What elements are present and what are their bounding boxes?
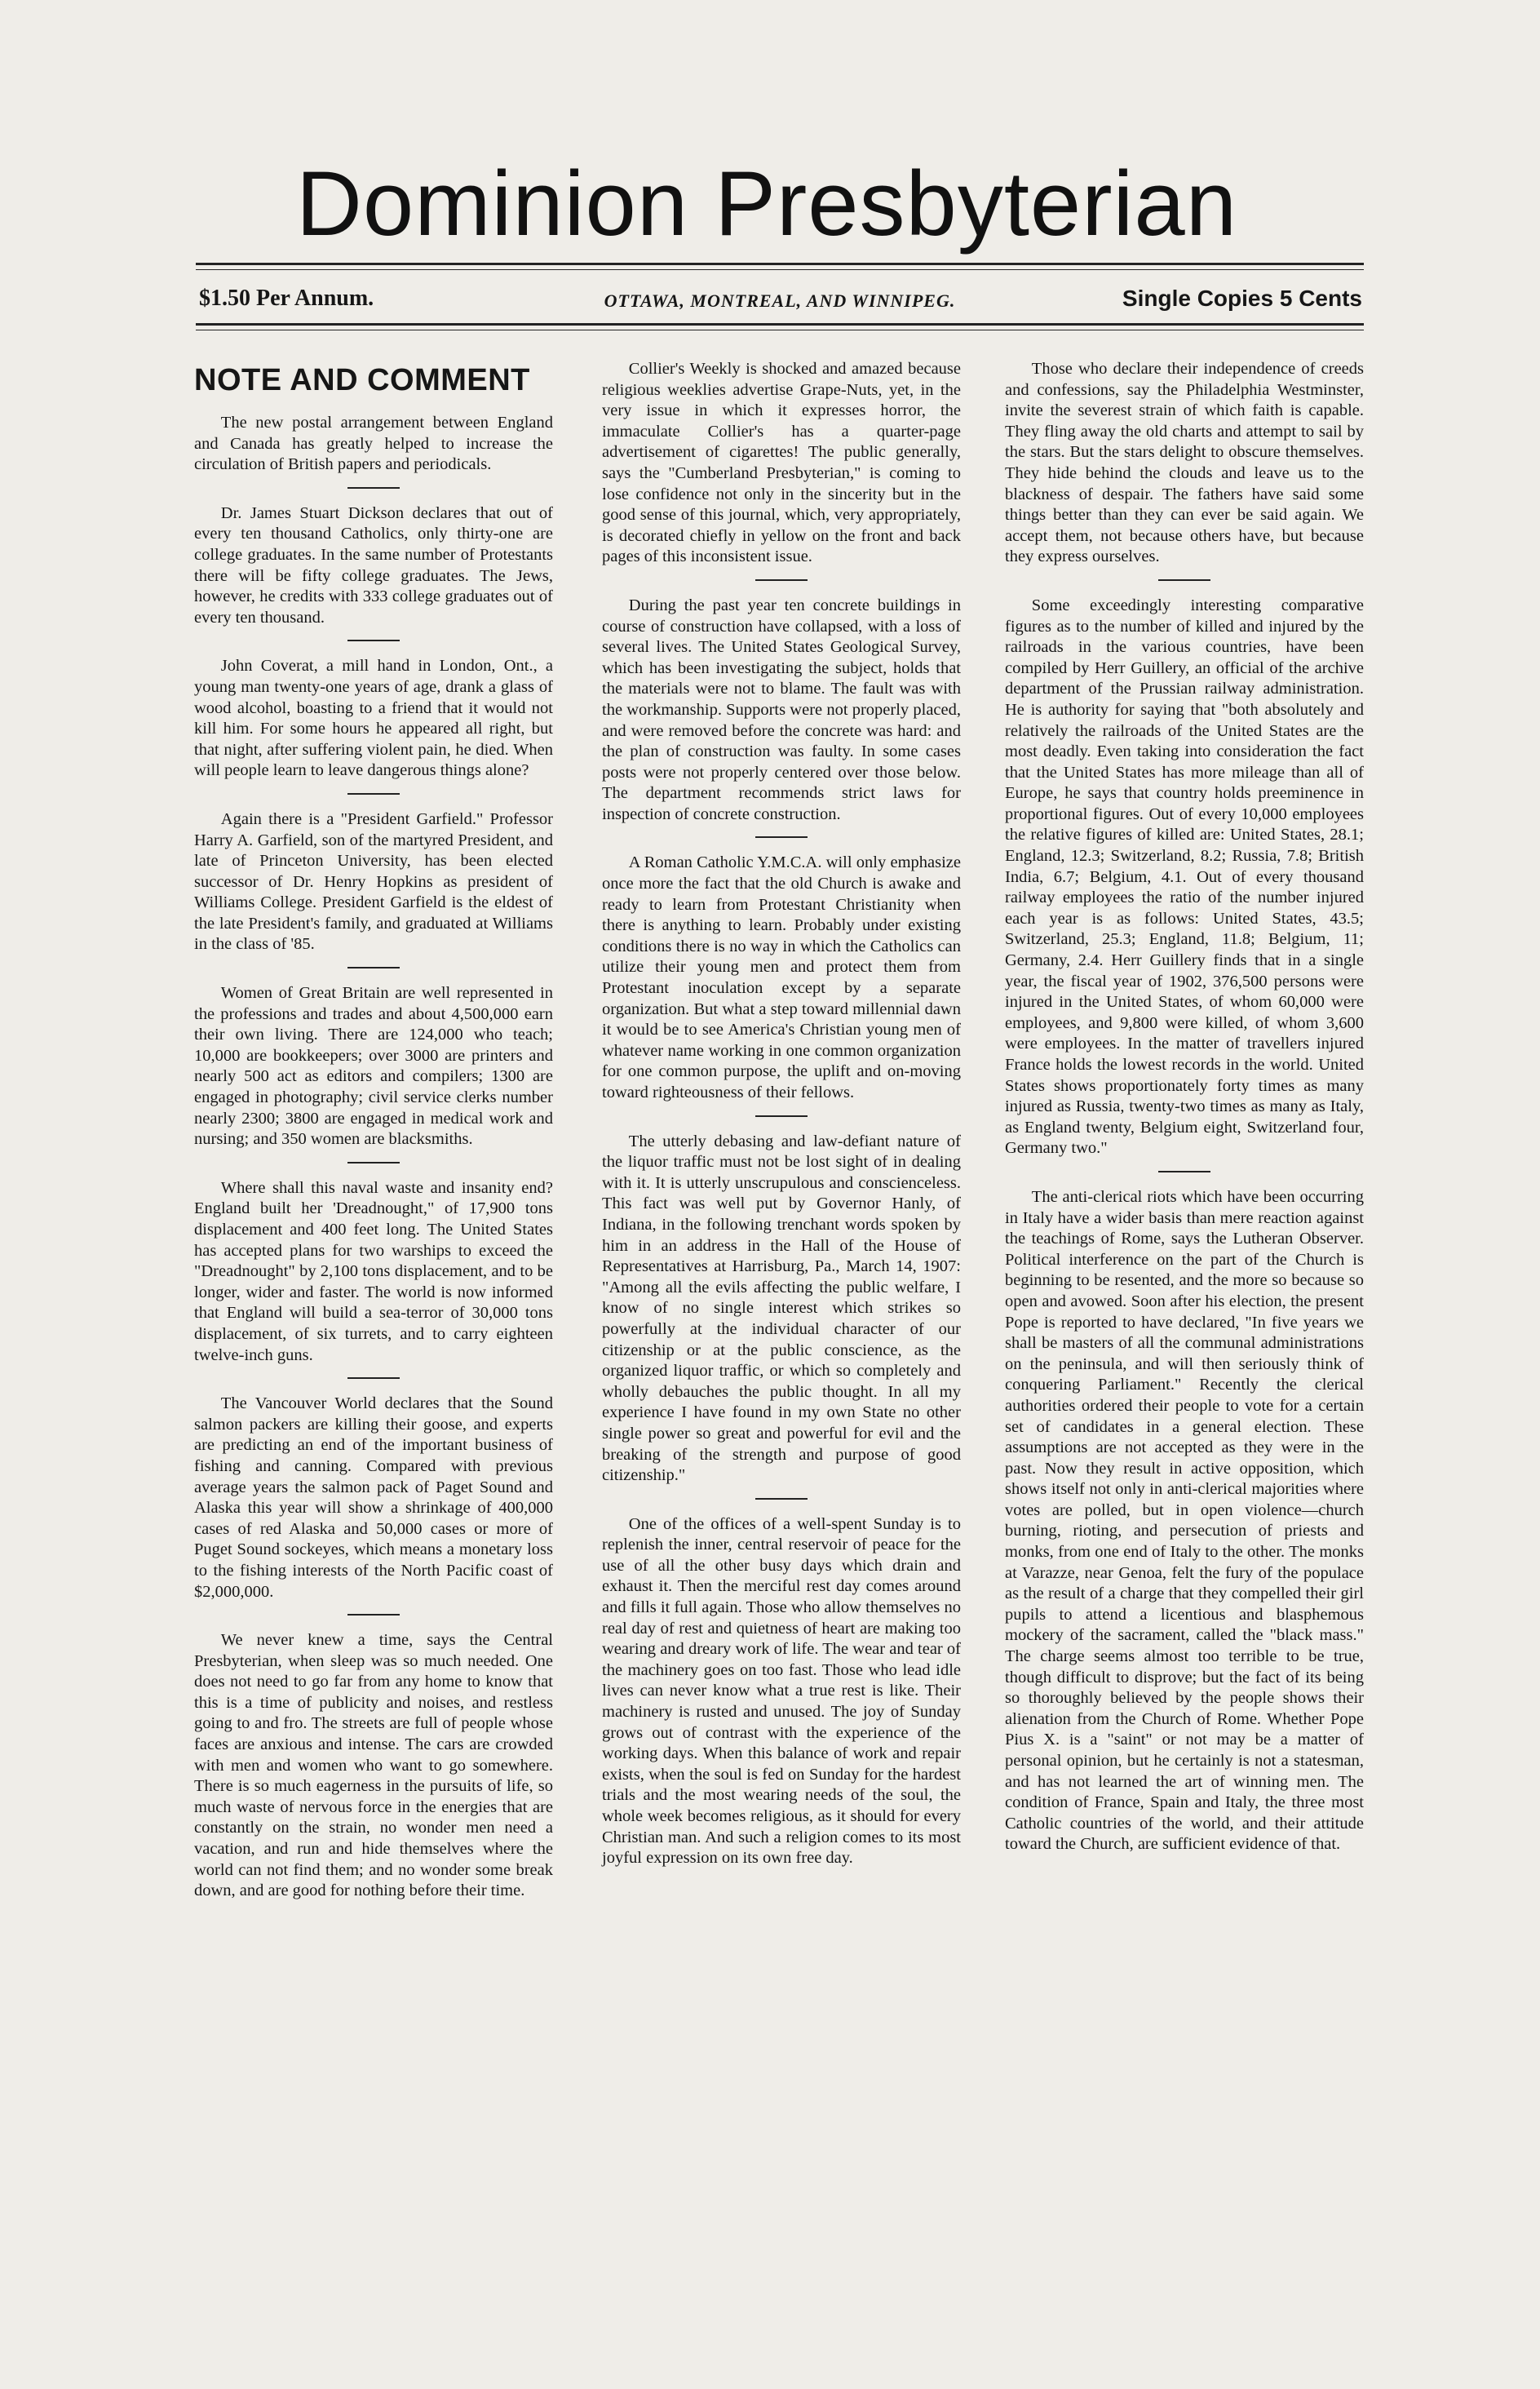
article-paragraph: During the past year ten concrete buildings in course of construction have collapsed, with a loss of several lives. The United States Geological Survey, which has been investigating the subject, holds that the materials were not to blame. The fault was with the workmanship. Supports were not properly placed, and were removed before the concrete was hard: and the plan of construction was faulty. In some cases posts were not properly centered over those below. The department recommends strict laws for inspection of concrete construction. xyxy=(602,596,961,823)
section-title: NOTE AND COMMENT xyxy=(194,363,530,397)
column-3 xyxy=(1005,359,1364,1855)
article-paragraph: A Roman Catholic Y.M.C.A. will only emphasize once more the fact that the old Church is awake and ready to learn from Protestant Christianity when there is anything to learn. Probably under existing conditions there is no way in which the Catholics can utilize their young men and protect them from Protestant inoculation except by a separate organization. But what a step toward millennial dawn it would be to see America's Christian young men of whatever name working in one common organization for one common purpose, the uplift and on-moving toward righteousness of their fellows. xyxy=(602,853,961,1101)
article-separator xyxy=(347,487,400,489)
article-paragraph: Women of Great Britain are well represented in the professions and trades and about 4,500,000 earn their own living. There are 124,000 who teach; 10,000 are bookkeepers; over 3000 are printers and nearly 500 act as editors and compilers; 1300 are engaged in photography; civil service clerks number nearly 2300; 3800 are engaged in medical work and nursing; and 350 women are blacksmiths. xyxy=(194,984,553,1149)
column-1 xyxy=(194,359,553,1902)
article-separator xyxy=(347,1162,400,1163)
article-separator xyxy=(755,1498,808,1500)
article-paragraph: Where shall this naval waste and insanity end? England built her 'Dreadnought," of 17,900 tons displacement and 400 feet long. The United States has accepted plans for two warships to exceed the "Dreadnought" by 2,100 tons displacement, and to be longer, wider and faster. The world is now informed that England will build a sea-terror of 30,000 tons displacement, of six turrets, and to carry eighteen twelve-inch guns. xyxy=(194,1178,553,1364)
article-separator xyxy=(755,579,808,581)
subscription-price: $1.50 Per Annum. xyxy=(199,286,374,311)
article-paragraph: John Coverat, a mill hand in London, Ont., a young man twenty-one years of age, drank a glass of wood alcohol, boasting to a friend that it would not kill him. For some hours he appeared all right, but that night, after suffering violent pain, he died. When will people learn to leave dangerous things alone? xyxy=(194,657,553,780)
article-paragraph: One of the offices of a well-spent Sunday is to replenish the inner, central reservoir of peace for the use of all the other busy days which drain and exhaust it. Then the merciful rest day comes around and fills it full again. Those who allow themselves no real day of rest and quietness of heart are making too wearing and dreary work of life. The wear and tear of the machinery goes on too fast. Those who lead idle lives can never know what a true rest is like. Their machinery is rusted and unused. The joy of Sunday grows out of contrast with the experience of the working days. When this balance of work and repair exists, when the soul is fed on Sunday for the hardest trials and the most wearing needs of the soul, the whole week becomes religious, as it should for every Christian man. And such a religion comes to its most joyful expression on its own free day. xyxy=(602,1514,961,1868)
article-separator xyxy=(755,1115,808,1117)
article-paragraph: The utterly debasing and law-defiant nature of the liquor traffic must not be lost sight of in dealing with it. It is utterly unscrupulous and conscienceless. This fact was well put by Governor Hanly, of Indiana, in the following trenchant words spoken by him in an address in the Hall of the House of Representatives at Harrisburg, Pa., March 14, 1907: "Among all the evils affecting the public welfare, I know of no single interest which strikes so powerfully at the individual character of our citizenship or at the public conscience, as the organized liquor traffic, or which so completely and wholly debauches the public thought. In all my experience I have found in my own State no other single power so great and powerful for evil and the breaking of the strength and purpose of good citizenship." xyxy=(602,1132,961,1485)
article-paragraph: Collier's Weekly is shocked and amazed because religious weeklies advertise Grape-Nuts, yet, in the very issue in which it expresses horror, the immaculate Collier's has a quarter-page advertisement of cigarettes! The public generally, says the "Cumberland Presbyterian," is coming to lose confidence not only in the sincerity but in the good sense of this journal, which, very appropriately, is decorated chiefly in yellow on the front and back pages of this inconsistent issue. xyxy=(602,360,961,566)
article-paragraph: Some exceedingly interesting comparative figures as to the number of killed and injured by the railroads in the various countries, have been compiled by Herr Guillery, an official of the archive department of the Prussian railway administration. He is authority for saying that "both absolutely and relatively the railroads of the United States are the most deadly. Even taking into consideration the fact that the United States has more mileage than all of Europe, he says that country holds preeminence in proportional figures. Out of every 10,000 employees the relative figures of killed are: United States, 28.1; England, 12.3; Switzerland, 8.2; Russia, 7.8; British India, 6.7; Belgium, 4.1. Out of every thousand railway employees the ratio of the number injured each year is as follows: United States, 43.5; Switzerland, 25.3; England, 11.8; Belgium, 11; Germany, 2.4. Herr Guillery finds that in a single year, the fiscal year of 1902, 376,500 persons were injured in the United States, of whom 60,000 were employees, and 9,800 were killed, of whom 3,600 were employees. In the matter of travellers injured France holds the lowest records in the world. United States shows proportionately forty times as many injured as Russia, twenty-two times as many as Italy, as England twenty, Belgium eight, Switzerland four, Germany two." xyxy=(1005,596,1364,1158)
article-separator xyxy=(347,1614,400,1616)
masthead-rule xyxy=(196,269,1364,270)
article-separator xyxy=(347,793,400,795)
article-separator xyxy=(347,1377,400,1379)
article-separator xyxy=(1158,579,1210,581)
publication-cities: OTTAWA, MONTREAL, AND WINNIPEG. xyxy=(604,290,956,311)
column-2 xyxy=(602,359,961,1869)
article-paragraph: The Vancouver World declares that the Sound salmon packers are killing their goose, and experts are predicting an end of the important business of fishing and canning. Compared with previous average years the salmon pack of Paget Sound and Alaska this year will show a shrinkage of 400,000 cases of red Alaska and 50,000 cases or more of Puget Sound sockeyes, which means a monetary loss to the fishing interests of the North Pacific coast of $2,000,000. xyxy=(194,1394,553,1601)
masthead-rule xyxy=(196,263,1364,265)
article-separator xyxy=(347,640,400,641)
article-paragraph: Again there is a "President Garfield." Professor Harry A. Garfield, son of the martyred President, and late of Princeton University, has been elected successor of Dr. Henry Hopkins as president of Williams College. President Garfield is the eldest of the late President's family, and graduated at Williams in the class of '85. xyxy=(194,809,553,954)
masthead-rule xyxy=(196,323,1364,326)
article-paragraph: Dr. James Stuart Dickson declares that out of every ten thousand Catholics, only thirty-one are college graduates. In the same number of Protestants there will be fifty college graduates. The Jews, however, he credits with 333 college graduates out of every ten thousand. xyxy=(194,503,553,627)
masthead-title: Dominion Presbyterian xyxy=(296,153,1237,255)
article-paragraph: We never knew a time, says the Central Presbyterian, when sleep was so much needed. One does not need to go far from any home to know that this is a time of publicity and noises, and restless going to and fro. The streets are full of people whose faces are anxious and intense. The cars are crowded with men and women who want to go somewhere. There is so much eagerness in the pursuits of life, so much waste of nervous force in the energies that are constantly on the strain, no wonder men need a vacation, and run and hide themselves where the world can not find them; and no wonder some break down, and are good for nothing before their time. xyxy=(194,1631,553,1900)
article-paragraph: Those who declare their independence of creeds and confessions, say the Philadelphia Westminster, invite the severest strain of which faith is capable. They fling away the old charts and attempt to sail by the stars. But the stars delight to obscure themselves. They hide behind the clouds and leave us to the blackness of despair. The fathers have said some things better than they can ever be said again. We accept them, not because others have, but because they express ourselves. xyxy=(1005,360,1364,566)
article-paragraph: The anti-clerical riots which have been occurring in Italy have a wider basis than mere reaction against the teachings of Rome, says the Lutheran Observer. Political interference on the part of the Church is beginning to be resented, and the more so because so open and avowed. Soon after his election, the present Pope is reported to have declared, "In five years we shall be masters of all the communal administrations on the peninsula, and will then seriously think of conquering Parliament." Recently the clerical authorities ordered their people to vote for a certain set of candidates in a general election. These assumptions are not accepted as they were in the past. Now they result in active opposition, which shows itself not only in anti-clerical majorities where votes are polled, but in open violence—church burning, rioting, and persecution of priests and monks, from one end of Italy to the other. The monks at Varazze, near Genoa, felt the fury of the populace as the result of a charge that they compelled their girl pupils to attend a licentious and blasphemous mockery of the sacrament, called the "black mass." The charge seems almost too terrible to be true, though difficult to disprove; but the fact of its being so thoroughly believed by the people shows their alienation from the Church of Rome. Whether Pope Pius X. is a "saint" or not may be a matter of personal opinion, but he certainly is not a statesman, and has not learned the art of winning men. The condition of France, Spain and Italy, the three most Catholic countries of the world, and their attitude toward the Church, are sufficient evidence of that. xyxy=(1005,1187,1364,1854)
article-separator xyxy=(1158,1171,1210,1172)
article-separator xyxy=(347,967,400,968)
single-copy-price: Single Copies 5 Cents xyxy=(1122,286,1362,311)
article-separator xyxy=(755,836,808,838)
masthead-subline xyxy=(196,281,1364,317)
article-paragraph: The new postal arrangement between England and Canada has greatly helped to increase the circulation of British papers and periodicals. xyxy=(194,414,553,474)
